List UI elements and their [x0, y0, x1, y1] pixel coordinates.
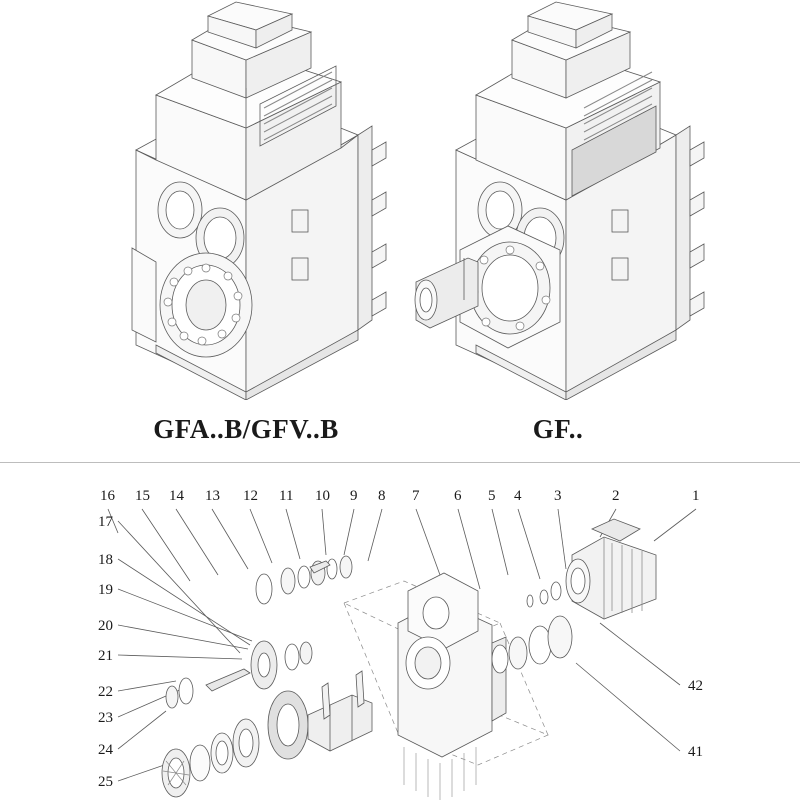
callout-9: 9: [350, 488, 358, 504]
exploded-assembly-diagram: [0, 463, 800, 800]
callout-6: 6: [454, 488, 462, 504]
callout-11: 11: [279, 488, 294, 504]
callout-24: 24: [98, 742, 113, 758]
callout-23: 23: [98, 710, 113, 726]
callout-17: 17: [98, 514, 113, 530]
callout-2: 2: [612, 488, 620, 504]
callout-21: 21: [98, 648, 113, 664]
callout-20: 20: [98, 618, 113, 634]
callout-1: 1: [692, 488, 700, 504]
callout-8: 8: [378, 488, 386, 504]
callout-18: 18: [98, 552, 113, 568]
figure-caption-right: GF..: [532, 414, 584, 444]
callout-16: 16: [100, 488, 115, 504]
callout-15: 15: [135, 488, 150, 504]
callout-25: 25: [98, 774, 113, 790]
callout-13: 13: [205, 488, 220, 504]
callout-41: 41: [688, 744, 703, 760]
gearbox-isometric-drawing-right: [408, 0, 708, 400]
callout-22: 22: [98, 684, 113, 700]
callout-12: 12: [243, 488, 258, 504]
callout-14: 14: [169, 488, 184, 504]
callout-10: 10: [315, 488, 330, 504]
figure-caption-left: GFA..B/GFV..B: [153, 414, 339, 444]
callout-42: 42: [688, 678, 703, 694]
gearbox-isometric-drawing-left: [96, 0, 396, 400]
callout-7: 7: [412, 488, 420, 504]
callout-19: 19: [98, 582, 113, 598]
callout-5: 5: [488, 488, 496, 504]
callout-4: 4: [514, 488, 522, 504]
callout-3: 3: [554, 488, 562, 504]
